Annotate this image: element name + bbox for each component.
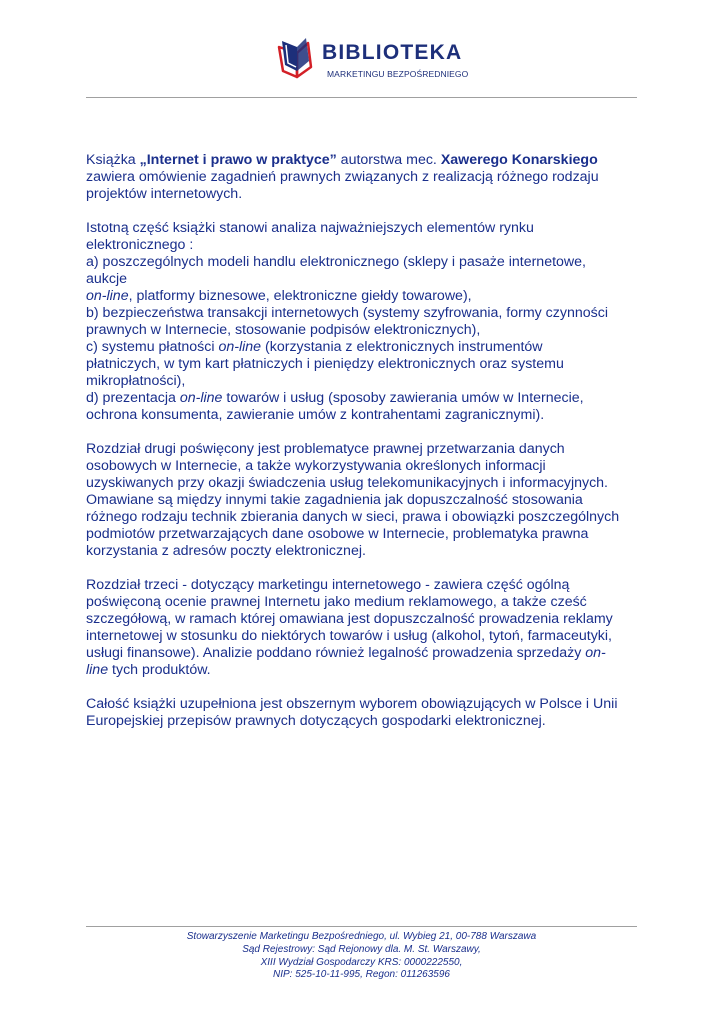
book-title: „Internet i prawo w praktyce” (139, 152, 337, 168)
footer-line: Sąd Rejestrowy: Sąd Rejonowy dla. M. St. Warszawy, (242, 943, 481, 955)
text-line: poświęconą ocenie prawnej Internetu jako medium reklamowego, a także cześć (86, 594, 587, 610)
text-line: podmiotów przetwarzających dane osobowe w Internecie, problematyka prawna (86, 526, 589, 542)
closing-paragraph (86, 696, 637, 730)
text-line: projektów internetowych. (86, 186, 243, 202)
text-line: elektronicznego : (86, 237, 194, 253)
book-icon (275, 37, 315, 79)
text-line: aukcje (86, 271, 128, 287)
text-line: Całość książki uzupełniona jest obszernym wyborem obowiązujących w Polsce i Unii (86, 696, 618, 712)
text-line: on-line, platformy biznesowe, elektroniczne giełdy towarowe), (86, 288, 472, 304)
text-line: osobowych w Internecie, a także wykorzystywania określonych informacji (86, 458, 546, 474)
header-divider (86, 97, 637, 98)
footer (86, 931, 637, 982)
footer-line: NIP: 525-10-11-995, Regon: 011263596 (273, 969, 450, 981)
text-line: Omawiane są między innymi takie zagadnienia jak dopuszczalność stosowania (86, 492, 583, 508)
elements-paragraph (86, 220, 637, 424)
text-line: line tych produktów. (86, 662, 211, 678)
header-logo (275, 33, 475, 83)
logo-title: BIBLIOTEKA (322, 41, 463, 64)
text-line: uzyskiwanych przy okazji świadczenia usług telekomunikacyjnych i informacyjnych. (86, 475, 609, 491)
text-line: ochrona konsumenta, zawieranie umów z kontrahentami zagranicznymi). (86, 407, 545, 423)
chapter3-paragraph (86, 577, 637, 679)
text-line: internetowej w stosunku do niektórych towarów i usług (alkohol, tytoń, farmaceutyki, (86, 628, 612, 644)
text-line: Europejskiej przepisów prawnych dotyczących gospodarki elektronicznej. (86, 713, 546, 729)
text-line: szczegółową, w ramach której omawiana jest dopuszczalność prowadzenia reklamy (86, 611, 613, 627)
footer-line: XIII Wydział Gospodarczy KRS: 0000222550, (260, 956, 463, 968)
intro-paragraph (86, 152, 637, 203)
list-item-a: a) poszczególnych modeli handlu elektronicznego (sklepy i pasaże internetowe, (86, 254, 586, 270)
list-item-d: d) prezentacja on-line towarów i usług (sposoby zawierania umów w Internecie, (86, 390, 584, 406)
text-line: różnego rodzaju technik zbierania danych w sieci, prawa i obowiązki poszczególnych (86, 509, 620, 525)
author-name: Xawerego Konarskiego (440, 152, 598, 168)
list-item-c: c) systemu płatności on-line (korzystania z elektronicznych instrumentów (86, 339, 543, 355)
chapter2-paragraph (86, 441, 637, 560)
text-line: płatniczych, w tym kart płatniczych i pieniędzy elektronicznych oraz systemu (86, 356, 564, 372)
text-line: mikropłatności), (86, 373, 186, 389)
text-line: prawnych w Internecie, stosowanie podpisów elektronicznych), (86, 322, 481, 338)
footer-divider (86, 926, 637, 927)
text-line: korzystania z adresów poczty elektronicznej. (86, 543, 366, 559)
document-body (86, 152, 637, 747)
text-line: zawiera omówienie zagadnień prawnych związanych z realizacją różnego rodzaju (86, 169, 599, 185)
text-line: Rozdział drugi poświęcony jest problematyce prawnej przetwarzania danych (86, 441, 565, 457)
text-line: Książka „Internet i prawo w praktyce” autorstwa mec. Xawerego Konarskiego (86, 152, 598, 168)
text-line: Rozdział trzeci - dotyczący marketingu internetowego - zawiera część ogólną (86, 577, 570, 593)
footer-line: Stowarzyszenie Marketingu Bezpośredniego, ul. Wybieg 21, 00-788 Warszawa (186, 931, 537, 942)
list-item-b: b) bezpieczeństwa transakcji internetowych (systemy szyfrowania, formy czynności (86, 305, 608, 321)
text-line: usługi finansowe). Analizie poddano również legalność prowadzenia sprzedaży on- (86, 645, 606, 661)
logo-subtitle: MARKETINGU BEZPOŚREDNIEGO (327, 69, 469, 79)
text-line: Istotną część książki stanowi analiza najważniejszych elementów rynku (86, 220, 534, 236)
